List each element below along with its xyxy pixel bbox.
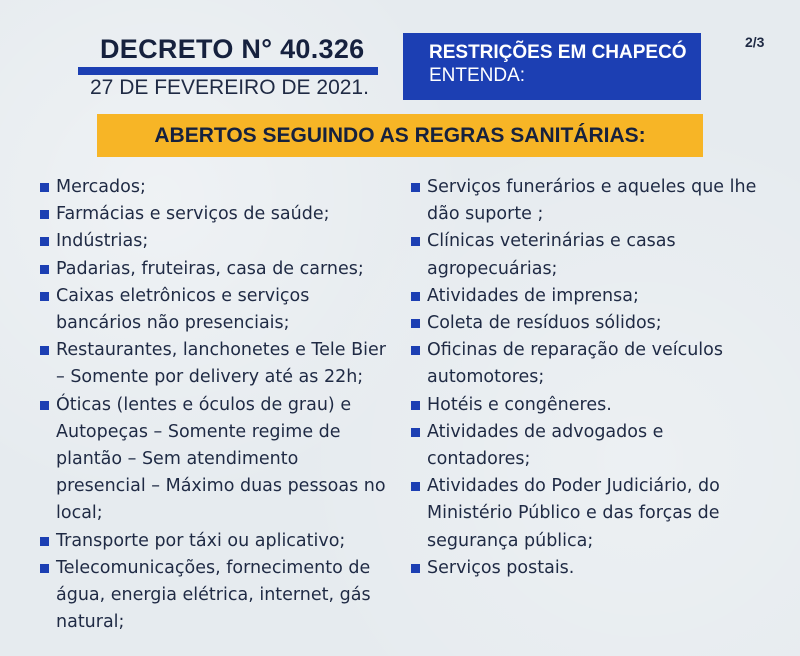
square-bullet-icon bbox=[40, 564, 49, 573]
list-item bbox=[411, 555, 781, 582]
list-item-text: Atividades do Poder Judiciário, do bbox=[427, 476, 720, 497]
list-item bbox=[40, 283, 400, 337]
list-item-text: Hotéis e congêneres. bbox=[427, 394, 612, 415]
list-item-text: plantão – Sem atendimento bbox=[56, 449, 299, 470]
list-item-text: Oficinas de reparação de veículos bbox=[427, 340, 723, 361]
list-item-text: Mercados; bbox=[56, 177, 146, 197]
list-item bbox=[40, 256, 400, 283]
square-bullet-icon bbox=[40, 292, 49, 301]
list-item bbox=[40, 174, 400, 201]
list-item-text: Atividades de imprensa; bbox=[427, 285, 639, 306]
list-item bbox=[411, 392, 781, 419]
list-item bbox=[411, 310, 781, 337]
list-item-text: automotores; bbox=[427, 367, 545, 388]
square-bullet-icon bbox=[40, 401, 49, 410]
list-item-text: agropecuárias; bbox=[427, 258, 558, 279]
list-item bbox=[40, 201, 400, 228]
list-item-text: Serviços funerários e aqueles que lhe bbox=[427, 177, 757, 197]
list-item-text: presencial – Máximo duas pessoas no bbox=[56, 476, 386, 497]
list-item-text: Clínicas veterinárias e casas bbox=[427, 231, 676, 252]
square-bullet-icon bbox=[411, 183, 420, 192]
decree-underline bbox=[78, 67, 378, 75]
list-item-text: Coleta de resíduos sólidos; bbox=[427, 313, 662, 334]
right-list bbox=[411, 174, 781, 582]
list-item bbox=[411, 419, 781, 473]
square-bullet-icon bbox=[411, 428, 420, 437]
square-bullet-icon bbox=[411, 401, 420, 410]
square-bullet-icon bbox=[411, 237, 420, 246]
info-box-title: RESTRIÇÕES EM CHAPECÓ bbox=[429, 42, 687, 63]
list-item-text: Atividades de advogados e bbox=[427, 421, 664, 442]
list-item-text: Indústrias; bbox=[56, 231, 149, 252]
info-box-subtitle: ENTENDA: bbox=[429, 65, 526, 86]
info-box bbox=[403, 33, 701, 100]
left-list bbox=[40, 174, 400, 636]
square-bullet-icon bbox=[40, 210, 49, 219]
list-item-text: Ministério Público e das forças de bbox=[427, 503, 720, 524]
list-item bbox=[40, 555, 400, 637]
list-item-text: contadores; bbox=[427, 449, 531, 470]
open-businesses-banner: ABERTOS SEGUINDO AS REGRAS SANITÁRIAS: bbox=[97, 114, 703, 157]
square-bullet-icon bbox=[40, 183, 49, 192]
list-item-text: Padarias, fruteiras, casa de carnes; bbox=[56, 258, 364, 279]
square-bullet-icon bbox=[411, 292, 420, 301]
list-item-text: Autopeças – Somente regime de bbox=[56, 421, 341, 442]
list-item-text: Serviços postais. bbox=[427, 557, 575, 578]
list-item bbox=[411, 283, 781, 310]
list-item bbox=[40, 392, 400, 528]
list-item-text: segurança pública; bbox=[427, 530, 594, 551]
list-item-text: água, energia elétrica, internet, gás bbox=[56, 585, 371, 606]
list-item bbox=[411, 337, 781, 391]
list-item bbox=[411, 473, 781, 555]
list-item-text: local; bbox=[56, 503, 103, 524]
square-bullet-icon bbox=[40, 537, 49, 546]
square-bullet-icon bbox=[40, 265, 49, 274]
list-item-text: Caixas eletrônicos e serviços bbox=[56, 285, 310, 306]
list-item-text: dão suporte ; bbox=[427, 204, 544, 225]
list-item bbox=[411, 174, 781, 228]
list-item-text: Transporte por táxi ou aplicativo; bbox=[56, 530, 346, 551]
decree-date: 27 DE FEVEREIRO DE 2021. bbox=[90, 76, 369, 99]
list-item-text: Óticas (lentes e óculos de grau) e bbox=[56, 394, 352, 415]
list-item bbox=[40, 337, 400, 391]
square-bullet-icon bbox=[411, 482, 420, 491]
list-item bbox=[40, 228, 400, 255]
square-bullet-icon bbox=[411, 319, 420, 328]
list-item-text: – Somente por delivery até as 22h; bbox=[56, 367, 364, 388]
list-item-text: Telecomunicações, fornecimento de bbox=[56, 557, 371, 578]
square-bullet-icon bbox=[40, 346, 49, 355]
square-bullet-icon bbox=[40, 237, 49, 246]
page-number: 2/3 bbox=[745, 34, 765, 50]
list-item-text: Farmácias e serviços de saúde; bbox=[56, 204, 330, 225]
list-item-text: Restaurantes, lanchonetes e Tele Bier bbox=[56, 340, 386, 361]
list-item bbox=[411, 228, 781, 282]
list-item-text: natural; bbox=[56, 612, 125, 633]
square-bullet-icon bbox=[411, 564, 420, 573]
square-bullet-icon bbox=[411, 346, 420, 355]
list-item bbox=[40, 528, 400, 555]
list-item-text: bancários não presenciais; bbox=[56, 313, 290, 334]
decree-title: DECRETO N° 40.326 bbox=[100, 34, 365, 64]
